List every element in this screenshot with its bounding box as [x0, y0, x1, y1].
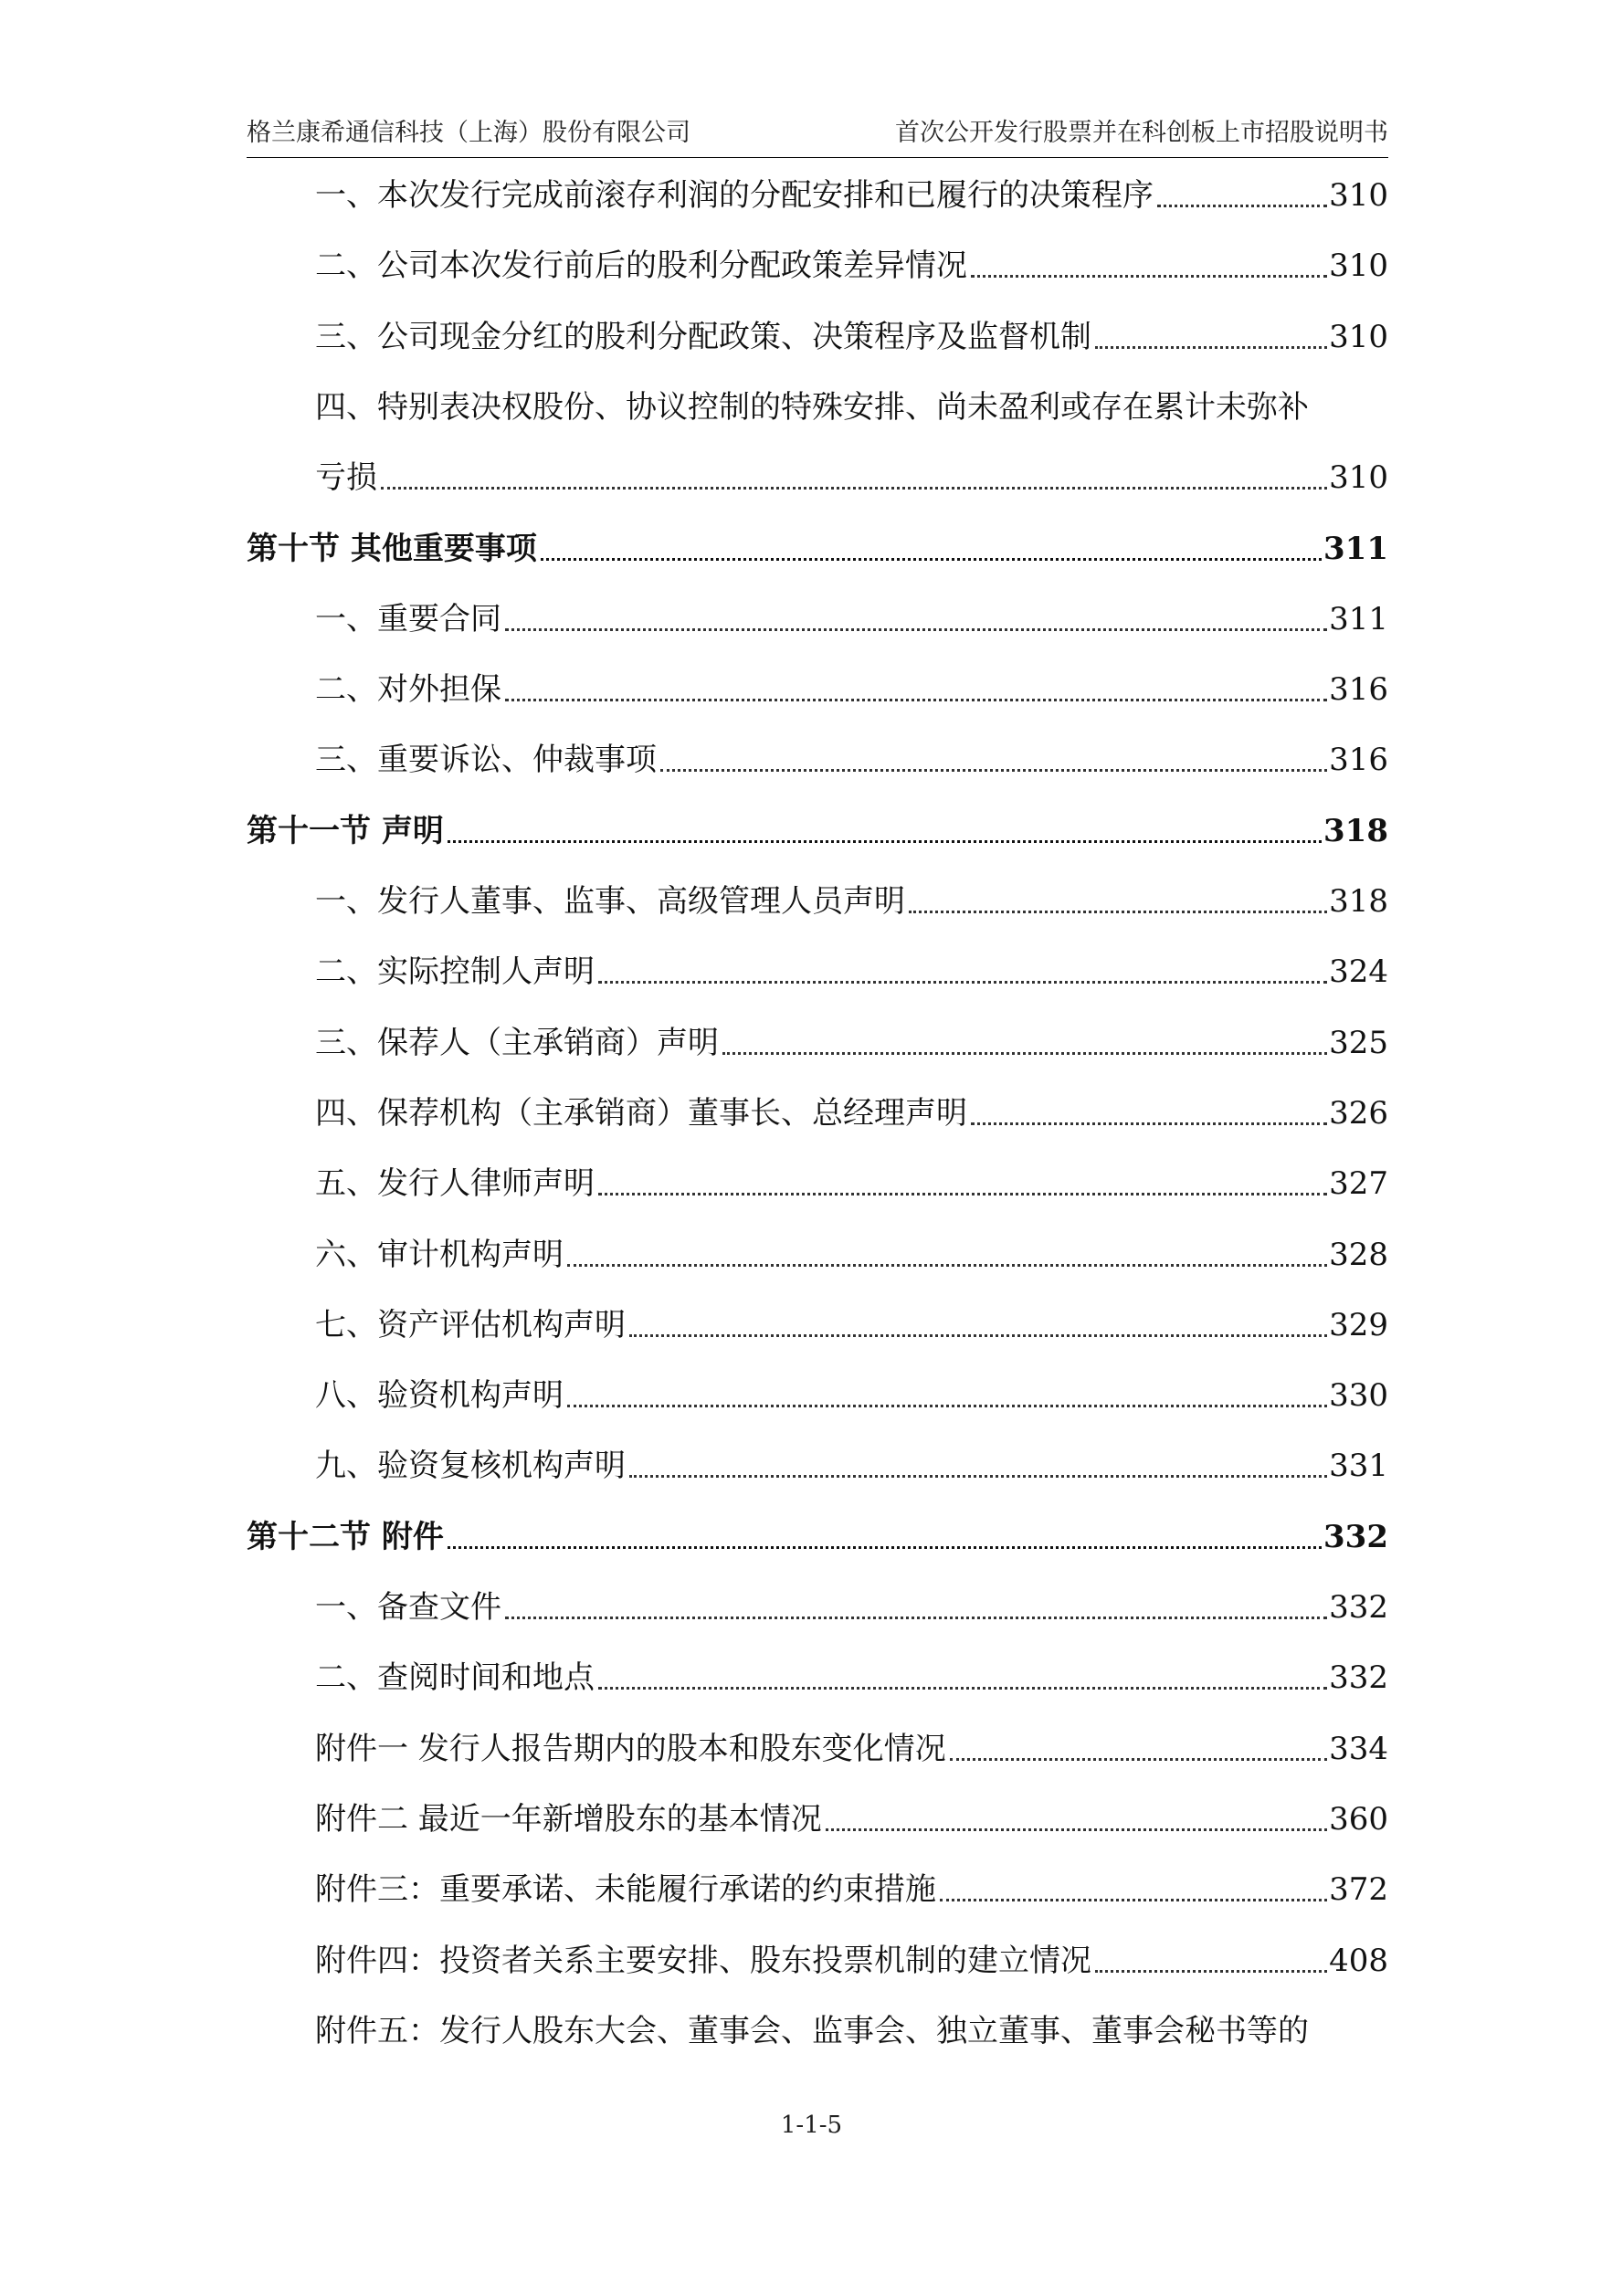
toc-dot-leader	[1095, 1970, 1327, 1973]
toc-entry[interactable]	[315, 585, 1388, 639]
toc-dot-leader	[448, 840, 1322, 843]
toc-dot-leader	[909, 911, 1327, 913]
toc-entry-title: 一、备查文件	[315, 1589, 501, 1626]
toc-entry[interactable]	[315, 443, 1388, 498]
toc-section-entry[interactable]	[247, 514, 1388, 569]
toc-entry-page: 372	[1329, 1871, 1388, 1909]
toc-entry[interactable]	[315, 1996, 1388, 2051]
toc-entry-page: 325	[1329, 1024, 1388, 1061]
toc-entry[interactable]	[315, 1643, 1388, 1698]
toc-entry-page: 330	[1329, 1377, 1388, 1415]
toc-entry[interactable]	[315, 1361, 1388, 1416]
toc-entry[interactable]	[315, 161, 1388, 216]
toc-entry-title: 二、实际控制人声明	[315, 953, 595, 991]
toc-entry[interactable]	[315, 937, 1388, 992]
toc-dot-leader	[971, 275, 1327, 278]
toc-entry-title: 四、特别表决权股份、协议控制的特殊安排、尚未盈利或存在累计未弥补	[315, 388, 1309, 426]
toc-dot-leader	[598, 981, 1327, 984]
toc-dot-leader	[1095, 346, 1327, 349]
toc-dot-leader	[381, 487, 1327, 490]
toc-entry-title: 八、验资机构声明	[315, 1377, 564, 1415]
toc-entry[interactable]	[315, 231, 1388, 286]
toc-dot-leader	[629, 1475, 1327, 1478]
toc-entry-page: 324	[1329, 953, 1388, 991]
toc-dot-leader	[629, 1334, 1327, 1337]
toc-entry-page: 311	[1329, 600, 1388, 637]
toc-entry[interactable]	[315, 1714, 1388, 1769]
toc-entry[interactable]	[315, 1431, 1388, 1486]
toc-dot-leader	[567, 1264, 1327, 1267]
toc-entry-title: 第十二节 附件	[247, 1518, 444, 1555]
toc-entry-title: 五、发行人律师声明	[315, 1165, 595, 1203]
toc-dot-leader	[505, 1617, 1327, 1619]
toc-entry[interactable]	[315, 1008, 1388, 1063]
toc-dot-leader	[448, 1546, 1322, 1549]
toc-entry-page: 329	[1329, 1306, 1388, 1343]
toc-entry-title: 附件五：发行人股东大会、董事会、监事会、独立董事、董事会秘书等的	[315, 2012, 1309, 2049]
toc-entry[interactable]	[315, 373, 1388, 427]
toc-dot-leader	[505, 628, 1327, 631]
toc-entry[interactable]	[315, 725, 1388, 780]
toc-dot-leader	[598, 1193, 1327, 1195]
toc-dot-leader	[826, 1828, 1327, 1831]
toc-entry-title: 三、保荐人（主承销商）声明	[315, 1024, 719, 1061]
toc-entry-title: 七、资产评估机构声明	[315, 1306, 626, 1343]
toc-entry-page: 360	[1329, 1800, 1388, 1838]
toc-entry-page: 328	[1329, 1236, 1388, 1273]
toc-entry-page: 334	[1329, 1730, 1388, 1767]
toc-entry-title: 三、重要诉讼、仲裁事项	[315, 742, 657, 779]
header-company-name: 格兰康希通信科技（上海）股份有限公司	[247, 119, 690, 147]
toc-entry-title: 二、对外担保	[315, 671, 501, 709]
toc-entry[interactable]	[315, 1785, 1388, 1839]
page-number: 1-1-5	[780, 2112, 843, 2139]
toc-entry-page: 331	[1329, 1448, 1388, 1485]
toc-entry-title: 附件二 最近一年新增股东的基本情况	[315, 1800, 822, 1838]
toc-entry-page: 316	[1329, 742, 1388, 779]
toc-entry-title: 附件三：重要承诺、未能履行承诺的约束措施	[315, 1871, 936, 1909]
toc-dot-leader	[940, 1899, 1327, 1901]
toc-entry-page: 332	[1329, 1589, 1388, 1626]
toc-entry-title: 一、发行人董事、监事、高级管理人员声明	[315, 883, 905, 920]
toc-entry-title: 二、公司本次发行前后的股利分配政策差异情况	[315, 248, 967, 285]
toc-dot-leader	[971, 1122, 1327, 1125]
toc-dot-leader	[567, 1405, 1327, 1407]
header-document-title: 首次公开发行股票并在科创板上市招股说明书	[895, 119, 1388, 147]
toc-dot-leader	[722, 1052, 1327, 1055]
toc-entry-title: 三、公司现金分红的股利分配政策、决策程序及监督机制	[315, 318, 1091, 355]
toc-entry-page: 408	[1329, 1942, 1388, 1979]
toc-section-entry[interactable]	[247, 796, 1388, 851]
toc-entry-page: 310	[1329, 459, 1388, 497]
toc-entry-page: 311	[1323, 530, 1388, 567]
toc-entry-title: 四、保荐机构（主承销商）董事长、总经理声明	[315, 1094, 967, 1132]
toc-section-entry[interactable]	[247, 1502, 1388, 1557]
toc-entry-page: 326	[1329, 1094, 1388, 1132]
toc-dot-leader	[541, 558, 1322, 561]
toc-entry-page: 310	[1329, 177, 1388, 214]
toc-entry-title: 一、重要合同	[315, 600, 501, 637]
toc-entry[interactable]	[315, 1290, 1388, 1345]
toc-entry-page: 316	[1329, 671, 1388, 709]
toc-dot-leader	[598, 1687, 1327, 1690]
page-header	[247, 117, 1388, 158]
toc-entry-title: 亏损	[315, 459, 377, 497]
toc-entry[interactable]	[315, 302, 1388, 357]
toc-entry-page: 318	[1329, 883, 1388, 920]
toc-entry-title: 第十节 其他重要事项	[247, 530, 537, 567]
toc-dot-leader	[505, 699, 1327, 701]
toc-entry-title: 一、本次发行完成前滚存利润的分配安排和已履行的决策程序	[315, 177, 1154, 214]
toc-dot-leader	[1157, 205, 1327, 207]
toc-entry-title: 附件四：投资者关系主要安排、股东投票机制的建立情况	[315, 1942, 1091, 1979]
toc-entry[interactable]	[315, 1855, 1388, 1910]
toc-entry[interactable]	[315, 1079, 1388, 1133]
toc-entry-page: 332	[1329, 1659, 1388, 1697]
toc-dot-leader	[950, 1758, 1327, 1761]
toc-entry-title: 九、验资复核机构声明	[315, 1448, 626, 1485]
toc-entry-title: 第十一节 声明	[247, 812, 444, 849]
toc-entry-title: 六、审计机构声明	[315, 1236, 564, 1273]
toc-entry-page: 310	[1329, 318, 1388, 355]
toc-entry[interactable]	[315, 867, 1388, 922]
toc-entry-title: 附件一 发行人报告期内的股本和股东变化情况	[315, 1730, 946, 1767]
toc-entry-title: 二、查阅时间和地点	[315, 1659, 595, 1697]
toc-entry[interactable]	[315, 1926, 1388, 1981]
toc-entry-page: 327	[1329, 1165, 1388, 1203]
toc-entry[interactable]	[315, 1573, 1388, 1627]
toc-entry[interactable]	[315, 1220, 1388, 1275]
toc-dot-leader	[660, 769, 1327, 772]
toc-entry-page: 318	[1323, 812, 1388, 849]
toc-entry-page: 310	[1329, 248, 1388, 285]
toc-entry[interactable]	[315, 1149, 1388, 1204]
toc-entry[interactable]	[315, 655, 1388, 710]
toc-entry-page: 332	[1323, 1518, 1388, 1555]
